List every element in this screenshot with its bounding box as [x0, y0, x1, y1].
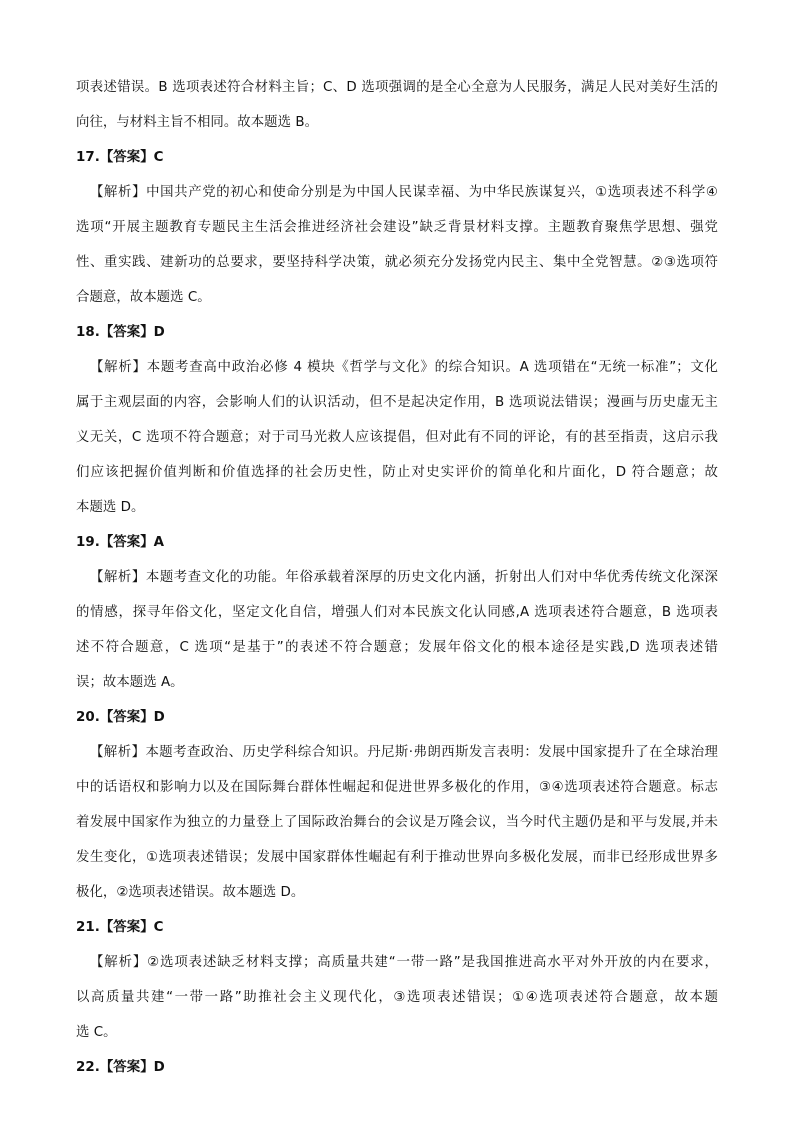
paragraph-line: 向往，与材料主旨不相同。故本题选 B。: [76, 115, 319, 130]
answer-heading-17: 17.【答案】C: [76, 150, 164, 165]
answer-heading-18: 18.【答案】D: [76, 325, 165, 340]
answer-heading-21: 21.【答案】C: [76, 920, 164, 935]
paragraph-line: 属于主观层面的内容，会影响人们的认识活动，但不是起决定作用，B 选项说法错误；漫画与历史虚无主: [76, 395, 718, 410]
paragraph-line: 【解析】②选项表述缺乏材料支撑；高质量共建“一带一路”是我国推进高水平对外开放的内在要求，: [90, 955, 718, 970]
paragraph-line: 【解析】本题考查文化的功能。年俗承载着深厚的历史文化内涵，折射出人们对中华优秀传统文化深深: [90, 570, 718, 585]
paragraph-line: 性、重实践、建新功的总要求，要坚持科学决策，就必须充分发扬党内民主、集中全党智慧。②③选项符: [76, 255, 718, 270]
paragraph-line: 本题选 D。: [76, 500, 145, 515]
paragraph-line: 极化，②选项表述错误。故本题选 D。: [76, 885, 305, 900]
paragraph-line: 们应该把握价值判断和价值选择的社会历史性，防止对史实评价的简单化和片面化，D 符合题意；故: [76, 465, 718, 480]
paragraph-line: 合题意，故本题选 C。: [76, 290, 211, 305]
paragraph-line: 【解析】中国共产党的初心和使命分别是为中国人民谋幸福、为中华民族谋复兴，①选项表述不科学④: [90, 185, 718, 200]
paragraph-line: 选项“开展主题教育专题民主生活会推进经济社会建设”缺乏背景材料支撑。主题教育聚焦学思想、强党: [76, 220, 718, 235]
paragraph-line: 述不符合题意，C 选项“是基于”的表述不符合题意；发展年俗文化的根本途径是实践,D 选项表述错: [76, 640, 718, 655]
answer-heading-22: 22.【答案】D: [76, 1060, 165, 1075]
answer-heading-19: 19.【答案】A: [76, 535, 165, 550]
paragraph-line: 【解析】本题考查高中政治必修 4 模块《哲学与文化》的综合知识。A 选项错在“无统一标准”；文化: [90, 360, 718, 375]
paragraph-line: 选 C。: [76, 1025, 117, 1040]
paragraph-line: 以高质量共建“一带一路”助推社会主义现代化，③选项表述错误；①④选项表述符合题意，故本题: [76, 990, 718, 1005]
answer-heading-20: 20.【答案】D: [76, 710, 165, 725]
paragraph-line: 项表述错误。B 选项表述符合材料主旨；C、D 选项强调的是全心全意为人民服务，满足人民对美好生活的: [76, 80, 718, 95]
paragraph-line: 的情感，探寻年俗文化，坚定文化自信，增强人们对本民族文化认同感,A 选项表述符合题意，B 选项表: [76, 605, 718, 620]
paragraph-line: 误；故本题选 A。: [76, 675, 184, 690]
paragraph-line: 【解析】本题考查政治、历史学科综合知识。丹尼斯·弗朗西斯发言表明：发展中国家提升了在全球治理: [90, 745, 718, 760]
paragraph-line: 义无关，C 选项不符合题意；对于司马光救人应该提倡，但对此有不同的评论，有的甚至指责，这启示我: [76, 430, 718, 445]
paragraph-line: 着发展中国家作为独立的力量登上了国际政治舞台的会议是万隆会议，当今时代主题仍是和平与发展,并未: [76, 815, 718, 830]
paragraph-line: 中的话语权和影响力以及在国际舞台群体性崛起和促进世界多极化的作用，③④选项表述符合题意。标志: [76, 780, 718, 795]
paragraph-line: 发生变化，①选项表述错误；发展中国家群体性崛起有利于推动世界向多极化发展，而非已经形成世界多: [76, 850, 718, 865]
